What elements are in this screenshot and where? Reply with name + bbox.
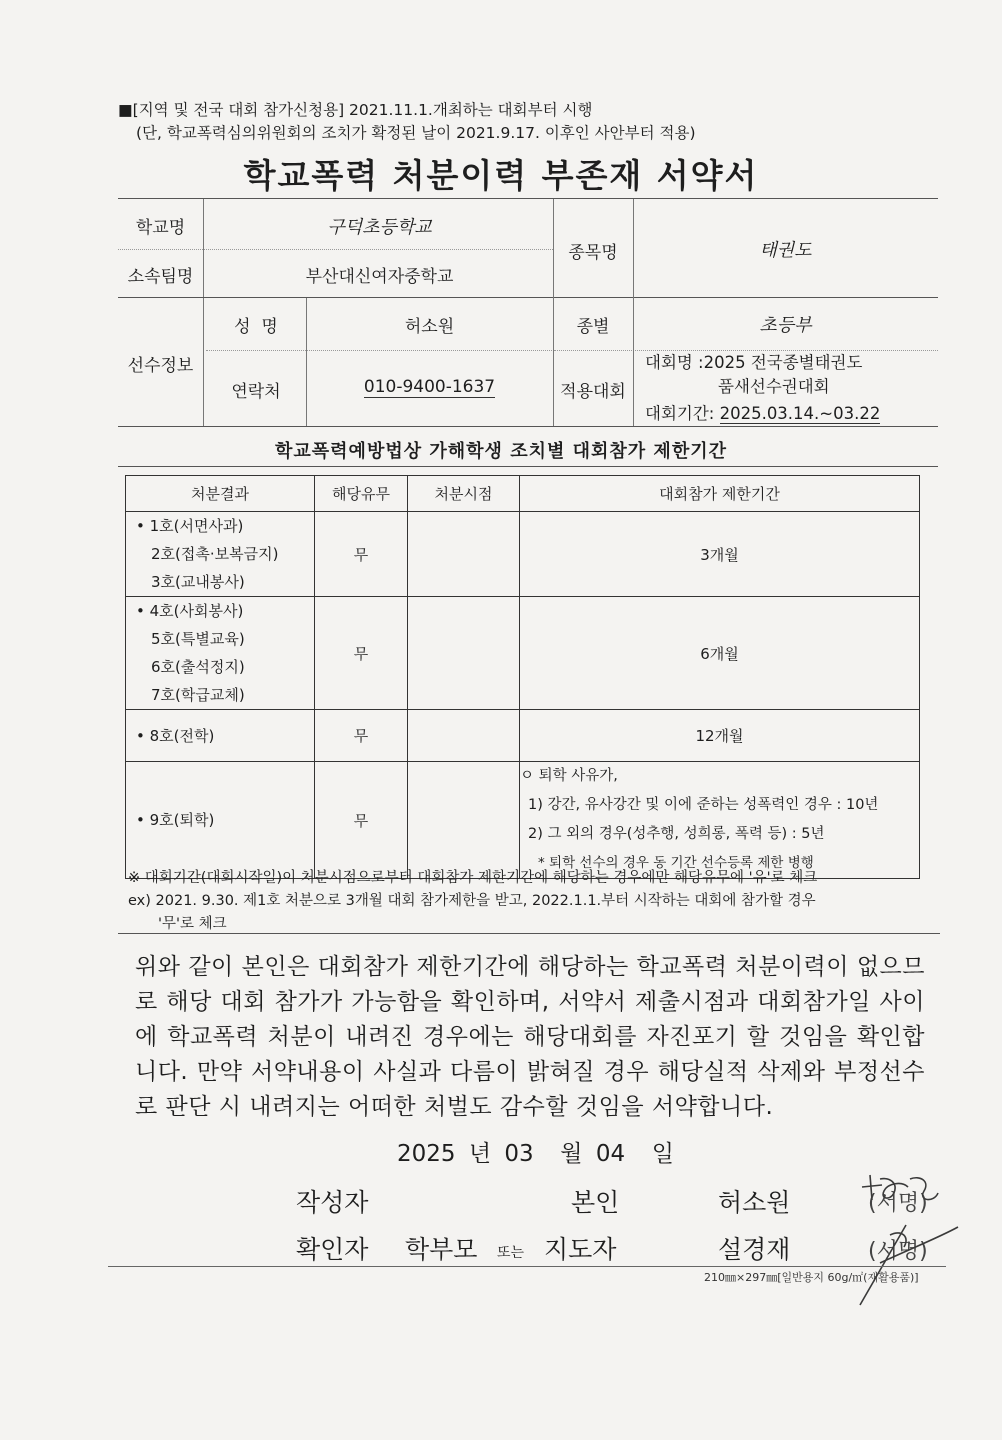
header-period: 대회참가 제한기간 bbox=[520, 476, 920, 512]
team-label: 소속팀명 bbox=[127, 267, 194, 287]
contact-value: 010-9400-1637 bbox=[363, 377, 496, 397]
date-year-unit: 년 bbox=[468, 1141, 492, 1167]
disposition-item: • 8호(전학) bbox=[136, 726, 215, 745]
table-row bbox=[126, 512, 920, 597]
division-value: 초등부 bbox=[759, 315, 812, 336]
date-cell bbox=[408, 710, 520, 762]
disposition-item: 7호(학급교체) bbox=[151, 686, 245, 704]
restriction-table bbox=[125, 475, 920, 879]
header-result: 처분결과 bbox=[126, 476, 315, 512]
period-cell: 3개월 bbox=[520, 512, 920, 597]
confirmer-label: 확인자 bbox=[296, 1235, 369, 1264]
table-row bbox=[126, 597, 920, 710]
athlete-label: 선수정보 bbox=[127, 356, 194, 376]
reason-note: * 퇴학 선수의 경우 동 기간 선수등록 제한 병행 bbox=[538, 855, 814, 871]
date-cell bbox=[408, 512, 520, 597]
school-value: 구덕초등학교 bbox=[327, 217, 432, 238]
confirmer-or: 또는 bbox=[497, 1245, 525, 1261]
applies-cell: 무 bbox=[315, 762, 408, 879]
date-year: 2025 bbox=[397, 1141, 456, 1167]
division-label: 종별 bbox=[576, 317, 610, 337]
reason-1: 1) 강간, 유사강간 및 이에 준하는 성폭력인 경우 : 10년 bbox=[528, 797, 879, 813]
sport-label: 종목명 bbox=[568, 243, 618, 263]
note-2: ex) 2021. 9.30. 제1호 처분으로 3개월 대회 참가제한을 받고, 2022.1.1.부터 시작하는 대회에 참가할 경우 bbox=[128, 893, 816, 909]
confirmer-sign: (서명) bbox=[868, 1239, 928, 1264]
date-month-unit: 월 bbox=[560, 1141, 583, 1167]
event-period-label: 대회기간: bbox=[645, 404, 715, 423]
confirmer-role-b: 지도자 bbox=[544, 1235, 617, 1264]
disposition-item: • 1호(서면사과) bbox=[136, 517, 244, 535]
writer-name: 허소원 bbox=[718, 1188, 791, 1217]
table-header-row bbox=[126, 476, 920, 512]
event-period-value: 2025.03.14.~03.22 bbox=[719, 404, 881, 423]
signing-date bbox=[397, 1135, 674, 1168]
disposition-item: 5호(특별교육) bbox=[151, 630, 245, 648]
sport-value: 태권도 bbox=[759, 240, 812, 261]
disposition-item: 6호(출석정지) bbox=[151, 658, 245, 676]
event-name-line1: 대회명 :2025 전국종별태권도 bbox=[645, 353, 863, 372]
writer-label: 작성자 bbox=[296, 1188, 369, 1217]
period-cell: 12개월 bbox=[520, 710, 920, 762]
writer-role: 본인 bbox=[571, 1188, 620, 1217]
applies-cell: 무 bbox=[315, 710, 408, 762]
notice-line-1: ■[지역 및 전국 대회 참가신청용] 2021.11.1.개최하는 대회부터 시행 bbox=[118, 101, 593, 119]
note-1: ※ 대회기간(대회시작일)이 처분시점으로부터 대회참가 제한기간에 해당하는 경우에만 해당유무에 '유'로 체크 bbox=[128, 870, 818, 886]
writer-sign: (서명) bbox=[868, 1191, 928, 1216]
name-value: 허소원 bbox=[404, 317, 455, 337]
pledge-text: 위와 같이 본인은 대회참가 제한기간에 해당하는 학교폭력 처분이력이 없으므로 해당 대회 참가가 가능함을 확인하며, 서약서 제출시점과 대회참가일 사이에 학교폭력 처분이 내려진 경우에는 해당대회를 자진포기 할 것임을 확인합니다. 만약 서약내용이 사실과 다름이 밝혀질 경우 해당실적 삭제와 부정선수로 판단 시 내려지는 어떠한 처벌도 감수할 것임을 서약합니다. bbox=[135, 954, 925, 1120]
team-value: 부산대신여자중학교 bbox=[305, 267, 454, 287]
applies-cell: 무 bbox=[315, 597, 408, 710]
contact-label: 연락처 bbox=[231, 382, 281, 402]
signature-scribbles bbox=[850, 1165, 960, 1310]
applies-cell: 무 bbox=[315, 512, 408, 597]
confirmer-name: 설경재 bbox=[718, 1235, 791, 1264]
note-3: '무'로 체크 bbox=[158, 916, 227, 932]
date-cell bbox=[408, 762, 520, 879]
date-day-unit: 일 bbox=[651, 1141, 674, 1167]
writer-signature-scribble bbox=[862, 1175, 938, 1200]
table-row bbox=[126, 762, 920, 879]
period-cell: 6개월 bbox=[520, 597, 920, 710]
expulsion-reason-cell bbox=[520, 762, 920, 879]
header-date: 처분시점 bbox=[408, 476, 520, 512]
date-month: 03 bbox=[504, 1141, 534, 1167]
reason-2: 2) 그 외의 경우(성추행, 성희롱, 폭력 등) : 5년 bbox=[528, 826, 825, 842]
event-label: 적용대회 bbox=[560, 382, 626, 402]
disposition-item: 2호(접촉·보복금지) bbox=[151, 545, 279, 563]
header-applies: 해당유무 bbox=[315, 476, 408, 512]
disposition-item: • 4호(사회봉사) bbox=[136, 602, 244, 620]
table-row bbox=[126, 710, 920, 762]
school-label: 학교명 bbox=[135, 218, 186, 238]
event-name-line2: 품새선수권대회 bbox=[718, 377, 830, 396]
notice-line-2: (단, 학교폭력심의위원회의 조치가 확정된 날이 2021.9.17. 이후인 사안부터 적용) bbox=[136, 124, 696, 142]
disposition-item: • 9호(퇴학) bbox=[136, 811, 215, 829]
document-title: 학교폭력 처분이력 부존재 서약서 bbox=[243, 156, 759, 195]
date-cell bbox=[408, 597, 520, 710]
restriction-title: 학교폭력예방법상 가해학생 조치별 대회참가 제한기간 bbox=[275, 441, 727, 462]
name-label: 성 명 bbox=[234, 317, 278, 337]
reason-title: ㅇ 퇴학 사유가, bbox=[520, 768, 618, 784]
paper-spec-footer: 210㎜×297㎜[일반용지 60g/㎡(재활용품)] bbox=[704, 1271, 919, 1284]
date-day: 04 bbox=[595, 1141, 626, 1167]
disposition-item: 3호(교내봉사) bbox=[151, 573, 245, 591]
confirmer-role-a: 학부모 bbox=[405, 1235, 478, 1264]
confirmer-signature-scribble bbox=[860, 1225, 958, 1305]
